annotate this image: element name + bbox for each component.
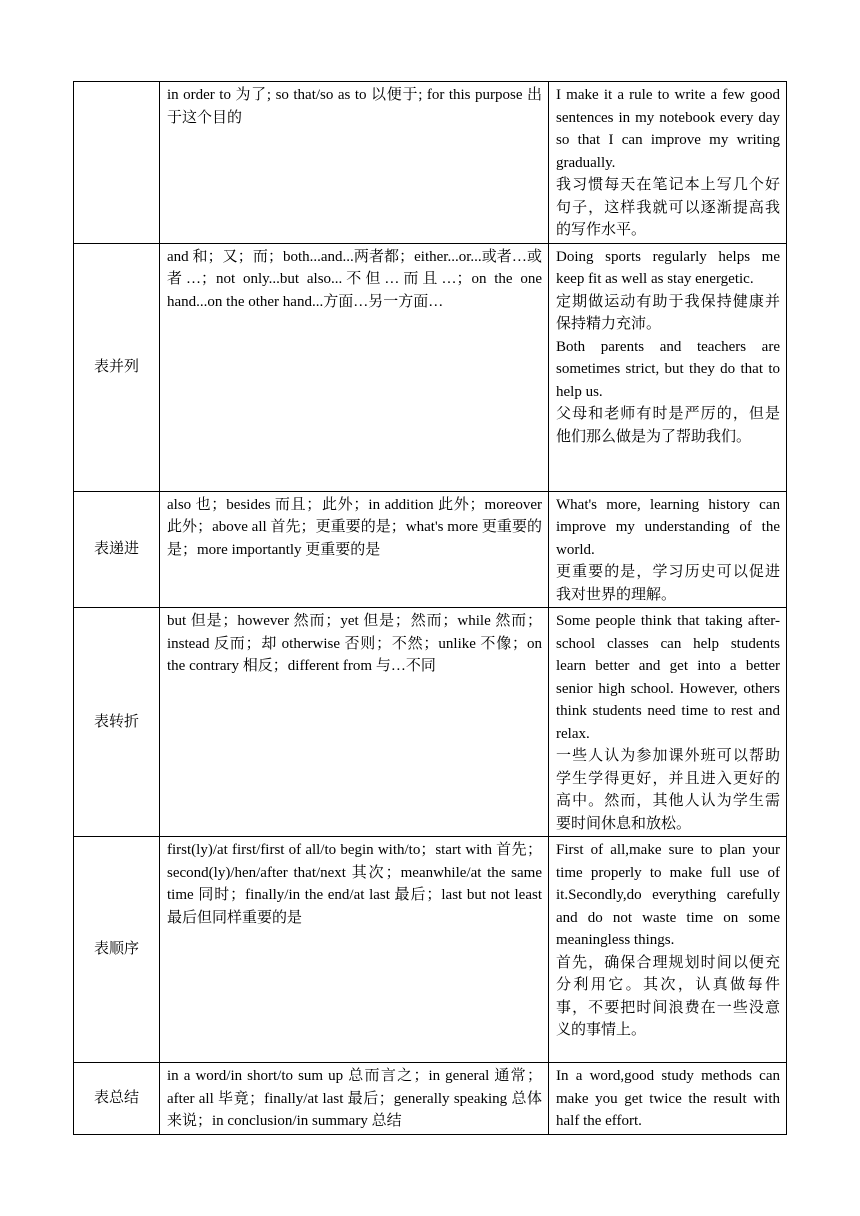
example-english: What's more, learning history can improve my understanding of the world. [556,496,780,558]
table-row [74,608,787,837]
words-cell: in a word/in short/to sum up 总而言之；in general 通常；after all 毕竟；finally/at last 最后；generally speaking 总体来说；in conclusion/in summary 总结 [160,1063,549,1135]
category-cell: 表顺序 [74,837,160,1063]
example-english: Both parents and teachers are sometimes strict, but they do that to help us. [556,338,780,400]
example-english: First of all,make sure to plan your time properly to make full use of it.Secondly,do everything carefully and do not waste time on some meaningless things. [556,842,780,948]
example-cell [549,243,787,491]
example-cell [549,491,787,608]
example-chinese: 更重要的是，学习历史可以促进我对世界的理解。 [556,564,780,603]
example-cell [549,1063,787,1135]
example-english: In a word,good study methods can make you get twice the result with half the effort. [556,1068,780,1129]
category-cell [74,82,160,244]
example-chinese: 父母和老师有时是严厉的，但是他们那么做是为了帮助我们。 [556,406,780,445]
example-chinese: 定期做运动有助于我保持健康并保持精力充沛。 [556,293,780,332]
example-cell [549,82,787,244]
words-cell: first(ly)/at first/first of all/to begin with/to；start with 首先；second(ly)/hen/after that/next 其次；meanwhile/at the same time 同时；finally/in the end/at last 最后；last but not least 最后但同样重要的是 [160,837,549,1063]
example-english: Some people think that taking after-school classes can help students learn better and get into a better senior high school. However, others think students need time to rest and relax. [556,613,780,742]
example-cell [549,608,787,837]
table-row [74,82,787,244]
category-cell: 表总结 [74,1063,160,1135]
words-cell: also 也；besides 而且；此外；in addition 此外；moreover 此外；above all 首先；更重要的是；what's more 更重要的是；more importantly 更重要的是 [160,491,549,608]
table-row [74,837,787,1063]
example-english: I make it a rule to write a few good sentences in my notebook every day so that I can improve my writing gradually. [556,87,780,171]
example-chinese: 我习惯每天在笔记本上写几个好句子，这样我就可以逐渐提高我的写作水平。 [556,177,780,238]
example-chinese: 首先，确保合理规划时间以便充分利用它。其次，认真做每件事，不要把时间浪费在一些没意义的事情上。 [556,954,780,1038]
example-cell [549,837,787,1063]
example-chinese: 一些人认为参加课外班可以帮助学生学得更好，并且进入更好的高中。然而，其他人认为学生需要时间休息和放松。 [556,748,780,832]
table-row [74,491,787,608]
category-cell: 表转折 [74,608,160,837]
example-english: Doing sports regularly helps me keep fit as well as stay energetic. [556,248,780,287]
category-cell: 表递进 [74,491,160,608]
words-cell: in order to 为了; so that/so as to 以便于; for this purpose 出于这个目的 [160,82,549,244]
words-cell: but 但是；however 然而；yet 但是；然而；while 然而；instead 反而；却 otherwise 否则；不然；unlike 不像；on the contrary 相反；different from 与…不同 [160,608,549,837]
words-cell: and 和；又；而；both...and...两者都；either...or...或者…或者…；not only...but also...不但…而且…；on the one hand...on the other hand...方面…另一方面… [160,243,549,491]
table-row [74,243,787,491]
category-cell: 表并列 [74,243,160,491]
transition-words-table [73,81,787,1135]
table-row [74,1063,787,1135]
